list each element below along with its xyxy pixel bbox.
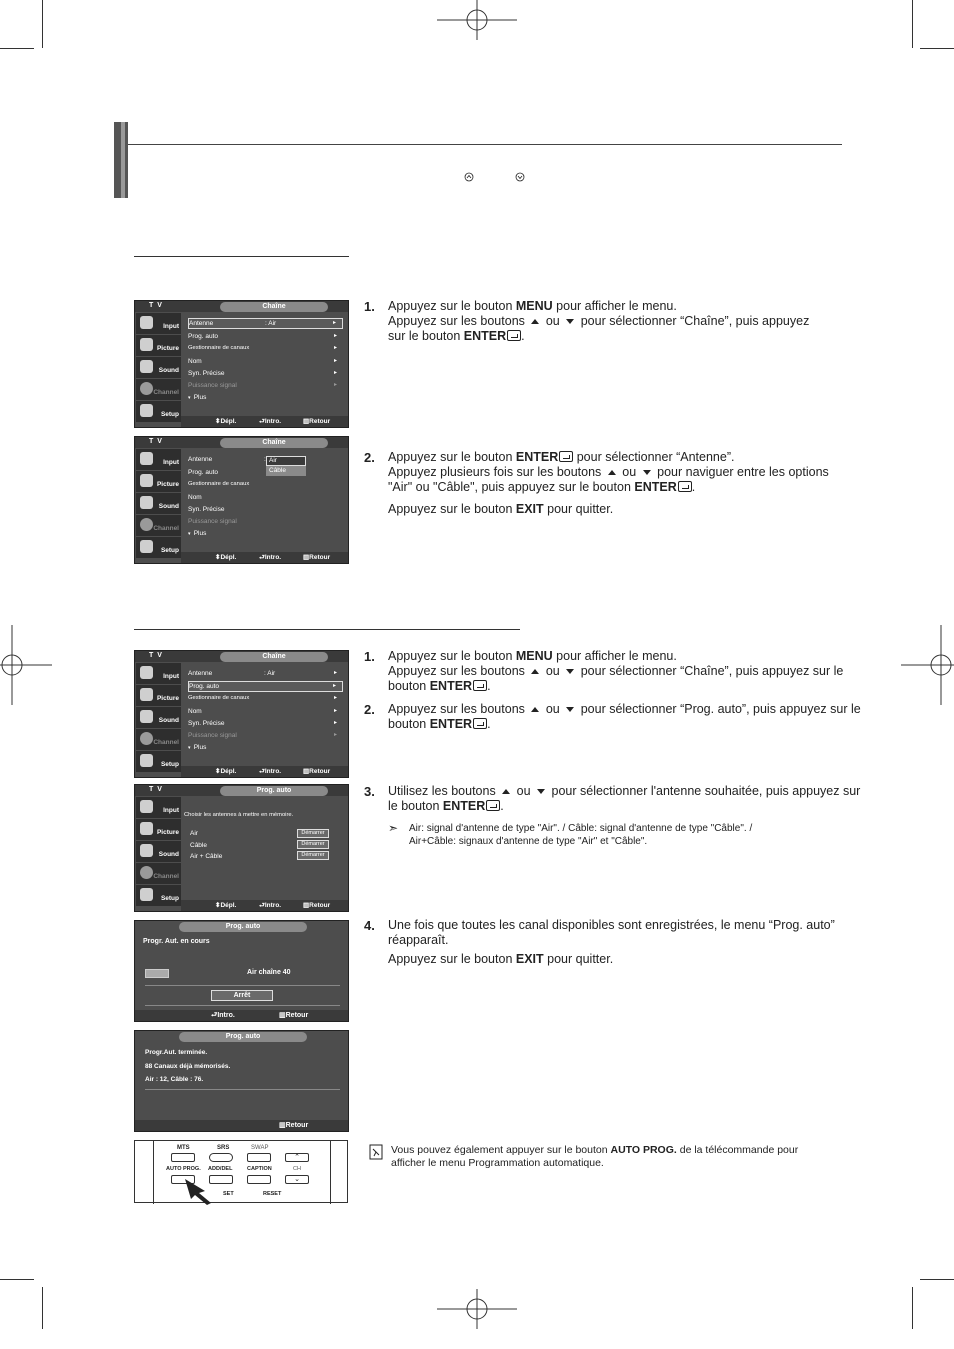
up-arrow-icon — [531, 669, 539, 674]
step-b4: 4. Une fois que toutes les canal disponibles sont enregistrées, le menu “Prog. auto” réapparaît. Appuyez sur le bouton EXIT pour quitter. — [364, 918, 835, 966]
osd-row-nom: Nom — [188, 494, 202, 501]
setup-icon — [140, 754, 153, 767]
progress-status: Progr. Aut. en cours — [143, 938, 210, 945]
progress-channel: Air chaîne 40 — [247, 969, 291, 976]
channel-icon — [140, 732, 153, 745]
remote-label-mts: MTS — [177, 1145, 190, 1151]
down-arrow-icon — [566, 707, 574, 712]
osd-side-channel: Channel — [136, 379, 181, 400]
remote-label-srs: SRS — [217, 1145, 230, 1151]
dropdown-option-cable[interactable]: Câble — [266, 466, 306, 476]
enter-icon — [473, 718, 487, 729]
osd-tv-label: T V — [149, 786, 163, 793]
channel-icon — [140, 866, 153, 879]
osd-title: Chaîne — [220, 652, 328, 662]
osd-row-syn: Syn. Précise ▸ — [188, 370, 337, 377]
crop-mark — [0, 48, 34, 49]
remote-label-swap: SWAP — [251, 1145, 269, 1151]
osd-side-sound: Sound — [136, 357, 181, 378]
osd-row-antenne: Antenne : — [188, 456, 266, 463]
crop-mark — [0, 1279, 34, 1280]
crop-mark — [42, 0, 43, 48]
registration-mark-icon — [437, 0, 517, 60]
osd-footer: ⬍ Dépl. ⮐ Intro. ▥ Retour — [181, 900, 348, 911]
registration-mark-icon — [437, 1269, 517, 1349]
crop-mark — [912, 1287, 913, 1329]
osd-side-picture: Picture — [136, 335, 181, 356]
osd-side-input: Input — [136, 449, 181, 470]
osd-choose-text: Choisir les antennes à mettre en mémoire. — [184, 812, 294, 818]
step-a1: 1. Appuyez sur le bouton MENU pour afficher le menu. Appuyez sur les boutons ou pour sélectionner “Chaîne”, puis appuyez sur le bouton ENTER . — [364, 299, 810, 343]
sound-icon — [140, 710, 153, 723]
osd-tv-label: T V — [149, 652, 163, 659]
stop-button[interactable]: Arrêt — [211, 990, 273, 1001]
osd-row-prog-auto: Prog. auto ▸ — [188, 333, 337, 340]
osd-side-channel: Channel — [136, 863, 181, 884]
start-button-air-cable[interactable]: Démarrer — [297, 851, 329, 860]
progress-bar — [145, 969, 169, 978]
sound-icon — [140, 844, 153, 857]
enter-icon — [486, 800, 500, 811]
enter-icon — [507, 330, 521, 341]
osd-row-syn: Syn. Précise ▸ — [188, 720, 337, 727]
osd-row-prog-auto: Prog. auto ▸ — [188, 681, 343, 692]
swap-button[interactable] — [247, 1153, 271, 1162]
remote-label-autoprog: AUTO PROG. — [166, 1166, 201, 1172]
remote-label-set: SET — [223, 1191, 234, 1197]
osd-side-input: Input — [136, 313, 181, 334]
osd-row-plus: ▾ Plus — [188, 530, 207, 537]
remote-label-ch: CH — [293, 1166, 301, 1172]
osd-channel-menu — [134, 300, 349, 428]
section-rule — [134, 256, 349, 257]
osd-row-plus: ▾ Plus — [188, 394, 207, 401]
start-button-cable[interactable]: Démarrer — [297, 840, 329, 849]
down-arrow-icon — [566, 669, 574, 674]
osd-side-input: Input — [136, 663, 181, 684]
section-rule — [134, 629, 520, 630]
crop-mark — [920, 48, 954, 49]
registration-mark-icon — [0, 625, 52, 705]
osd-tv-label: T V — [149, 438, 163, 445]
osd-side-sound: Sound — [136, 841, 181, 862]
osd-channel-menu-prog — [134, 650, 349, 778]
remote-label-adddel: ADD/DEL — [208, 1166, 233, 1172]
picture-icon — [140, 688, 153, 701]
osd-antenna-dropdown — [134, 436, 349, 564]
popup-title: Prog. auto — [179, 922, 307, 932]
osd-row-antenne: Antenne : Air ▸ — [188, 318, 343, 329]
remote-label-reset: RESET — [263, 1191, 282, 1197]
up-arrow-icon — [608, 470, 616, 475]
osd-row-gestionnaire: Gestionnaire de canaux — [188, 481, 250, 487]
step-b3: 3. Utilisez les boutons ou pour sélectionner l'antenne souhaitée, puis appuyez sur le bouton ENTER . — [364, 784, 861, 813]
osd-side-setup: Setup — [136, 885, 181, 906]
crop-mark — [42, 1287, 43, 1329]
channel-icon — [140, 518, 153, 531]
input-icon — [140, 316, 153, 329]
osd-side-picture: Picture — [136, 685, 181, 706]
step-b1: 1. Appuyez sur le bouton MENU pour afficher le menu. Appuyez sur les boutons ou pour sélectionner “Chaîne”, puis appuyez sur le bouton ENTER . — [364, 649, 844, 693]
srs-button[interactable] — [209, 1153, 233, 1162]
step-b3-note: Air: signal d'antenne de type "Air". / Câble: signal d'antenne de type "Câble". / Air+Câble: signaux d'antenne de type "Air" et "Câble". — [409, 823, 753, 847]
note-arrow-icon: ➣ — [388, 821, 399, 835]
done-line-2: 88 Canaux déjà mémorisés. — [145, 1063, 231, 1070]
osd-tv-label: T V — [149, 302, 163, 309]
popup-title: Prog. auto — [179, 1032, 307, 1042]
osd-side-input: Input — [136, 797, 181, 818]
crop-mark — [920, 1279, 954, 1280]
osd-row-prog-auto: Prog. auto — [188, 469, 218, 476]
osd-title: Chaîne — [220, 302, 328, 312]
osd-side-setup: Setup — [136, 401, 181, 422]
setup-icon — [140, 888, 153, 901]
channel-icon — [140, 382, 153, 395]
osd-side-channel: Channel — [136, 729, 181, 750]
osd-done-popup — [134, 1030, 349, 1132]
osd-side-picture: Picture — [136, 471, 181, 492]
popup-footer: ⮐ Intro. ▥ Retour — [135, 1010, 348, 1021]
step-b2: 2. Appuyez sur les boutons ou pour sélectionner “Prog. auto”, puis appuyez sur le bouton ENTER . — [364, 702, 861, 731]
up-arrow-icon — [531, 319, 539, 324]
osd-option-cable: Câble — [190, 842, 207, 849]
setup-icon — [140, 404, 153, 417]
sound-icon — [140, 360, 153, 373]
osd-row-plus: ▾ Plus — [188, 744, 207, 751]
header-rule — [128, 144, 842, 145]
up-arrow-icon — [531, 707, 539, 712]
down-arrow-icon — [566, 319, 574, 324]
osd-side-channel: Channel — [136, 515, 181, 536]
sound-icon — [140, 496, 153, 509]
enter-icon — [559, 451, 573, 462]
setup-icon — [140, 540, 153, 553]
osd-row-nom: Nom ▸ — [188, 358, 337, 365]
remote-control — [134, 1140, 348, 1203]
input-icon — [140, 452, 153, 465]
channel-up-icon — [464, 172, 474, 182]
input-icon — [140, 800, 153, 813]
start-button-air[interactable]: Démarrer — [297, 829, 329, 838]
enter-icon — [678, 481, 692, 492]
done-line-1: Progr.Aut. terminée. — [145, 1049, 208, 1056]
osd-row-gestionnaire: Gestionnaire de canaux ▸ — [188, 345, 337, 351]
osd-footer: ⬍ Dépl. ⮐ Intro. ▥ Retour — [181, 766, 348, 777]
osd-title: Prog. auto — [220, 786, 328, 796]
popup-footer: ▥ Retour — [135, 1120, 348, 1131]
step-a2: 2. Appuyez sur le bouton ENTER pour sélectionner “Antenne”. Appuyez plusieurs fois sur les boutons ou pour naviguer entre les options "Air" ou "Câble", puis appuyez sur le bouton ENTER . Appuyez sur le bouton EXIT pour quitter. — [364, 450, 829, 516]
osd-side-sound: Sound — [136, 493, 181, 514]
crop-mark — [912, 0, 913, 48]
note-icon — [369, 1144, 383, 1160]
osd-row-syn: Syn. Précise — [188, 506, 225, 513]
osd-side-sound: Sound — [136, 707, 181, 728]
caption-button[interactable] — [247, 1175, 271, 1184]
up-arrow-icon — [502, 789, 510, 794]
remote-label-caption: CAPTION — [247, 1166, 272, 1172]
done-line-3: Air : 12, Câble : 76. — [145, 1076, 204, 1083]
header-bar-accent — [121, 122, 125, 198]
osd-row-puissance: Puissance signal ▸ — [188, 382, 337, 389]
registration-mark-icon — [901, 625, 954, 705]
osd-row-nom: Nom ▸ — [188, 708, 337, 715]
down-arrow-icon — [537, 789, 545, 794]
osd-side-picture: Picture — [136, 819, 181, 840]
picture-icon — [140, 338, 153, 351]
channel-down-icon — [515, 172, 525, 182]
osd-side-setup: Setup — [136, 751, 181, 772]
dropdown-option-air[interactable]: Air — [266, 456, 306, 466]
osd-footer: ⬍ Dépl. ⮐ Intro. ▥ Retour — [181, 552, 348, 563]
ch-down-button[interactable]: ⌄ — [285, 1175, 309, 1184]
picture-icon — [140, 822, 153, 835]
osd-footer: ⬍ Dépl. ⮐ Intro. ▥ Retour — [181, 416, 348, 427]
osd-progress-popup — [134, 920, 349, 1022]
ch-up-button[interactable]: ⌃ — [285, 1153, 309, 1162]
osd-side-setup: Setup — [136, 537, 181, 558]
osd-row-puissance: Puissance signal ▸ — [188, 732, 337, 739]
pointer-arrow-icon — [183, 1177, 223, 1205]
mts-button[interactable] — [171, 1153, 195, 1162]
input-icon — [140, 666, 153, 679]
osd-title: Chaîne — [220, 438, 328, 448]
osd-option-air-cable: Air + Câble — [190, 853, 223, 860]
osd-prog-auto-menu — [134, 784, 349, 912]
osd-row-antenne: Antenne : Air ▸ — [188, 670, 337, 677]
enter-icon — [473, 680, 487, 691]
osd-row-gestionnaire: Gestionnaire de canaux ▸ — [188, 695, 337, 701]
down-arrow-icon — [643, 470, 651, 475]
osd-option-air: Air — [190, 830, 198, 837]
tip-text: Vous pouvez également appuyer sur le bouton AUTO PROG. de la télécommande pour afficher le menu Programmation automatique. — [391, 1144, 799, 1169]
picture-icon — [140, 474, 153, 487]
osd-row-puissance: Puissance signal — [188, 518, 237, 525]
